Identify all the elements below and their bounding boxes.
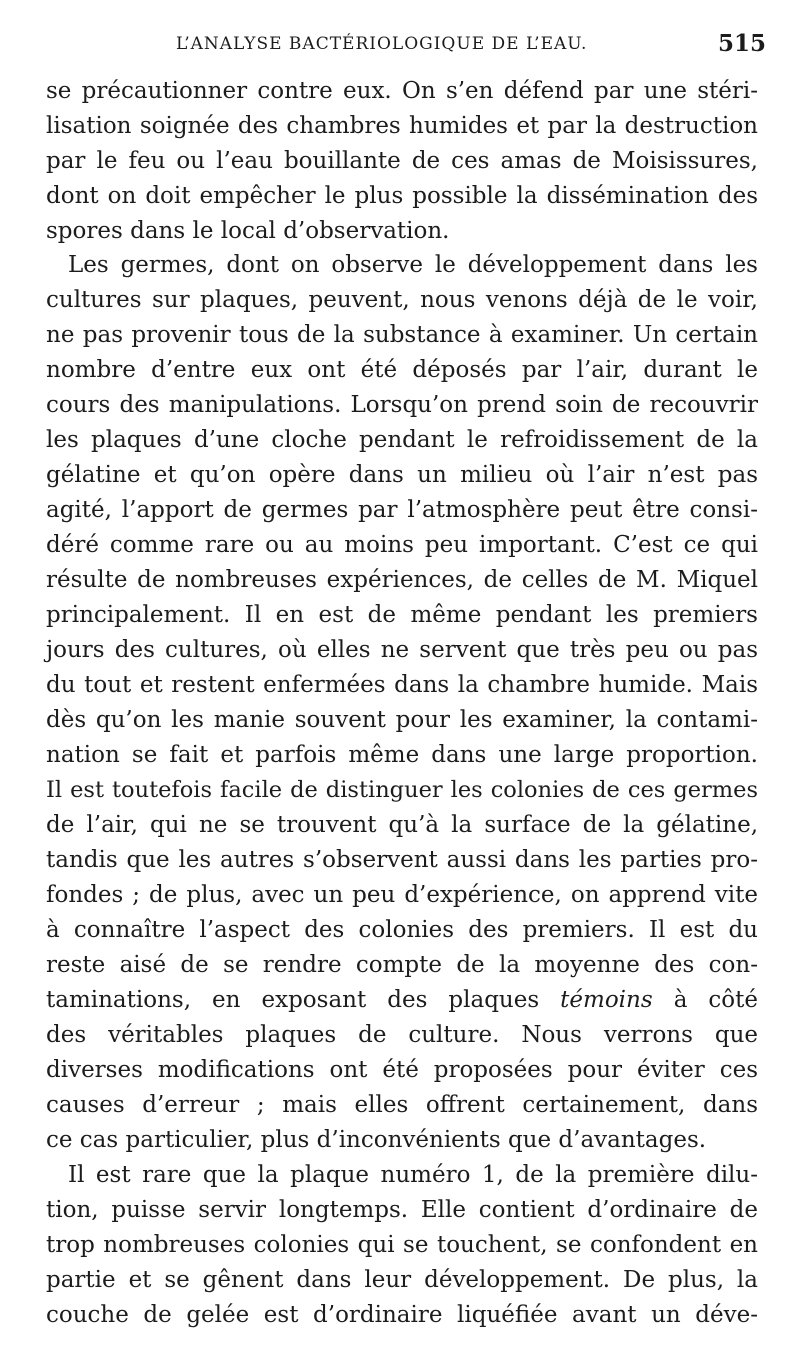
text-line: nation se fait et parfois même dans une large proportion.: [46, 742, 758, 768]
text-line: [46, 983, 758, 1018]
text-line: cultures sur plaques, peuvent, nous venons déjà de le voir,: [46, 287, 758, 313]
text-line: Il est toutefois facile de distinguer les colonies de ces germes: [46, 777, 758, 803]
text-line: Les germes, dont on observe le développement dans les: [68, 252, 758, 278]
text-line: de l’air, qui ne se trouvent qu’à la surface de la gélatine,: [46, 812, 758, 838]
text-line: se précautionner contre eux. On s’en défend par une stéri-: [46, 78, 758, 104]
running-title: L’ANALYSE BACTÉRIOLOGIQUE DE L’EAU.: [176, 34, 588, 54]
text-line: par le feu ou l’eau bouillante de ces amas de Moisissures,: [46, 148, 758, 174]
text-line: résulte de nombreuses expériences, de celles de M. Miquel: [46, 567, 758, 593]
text-line: à connaître l’aspect des colonies des premiers. Il est du: [46, 917, 758, 943]
text-line: ne pas provenir tous de la substance à examiner. Un certain: [46, 322, 758, 348]
text-line: nombre d’entre eux ont été déposés par l’air, durant le: [46, 357, 758, 383]
text-line: couche de gelée est d’ordinaire liquéfiée avant un déve-: [46, 1302, 758, 1328]
text-line: déré comme rare ou au moins peu important. C’est ce qui: [46, 532, 758, 558]
text-line: partie et se gênent dans leur développement. De plus, la: [46, 1267, 758, 1293]
text-line: reste aisé de se rendre compte de la moyenne des con-: [46, 952, 758, 978]
text-segment: à côté: [673, 987, 759, 1013]
text-line: agité, l’apport de germes par l’atmosphère peut être consi-: [46, 497, 758, 523]
text-line: ce cas particulier, plus d’inconvénients que d’avantages.: [46, 1127, 707, 1153]
text-line: cours des manipulations. Lorsqu’on prend soin de recouvrir: [46, 392, 758, 418]
page-number: 515: [717, 30, 766, 57]
italic-word: témoins: [560, 987, 653, 1013]
text-segment: taminations, en exposant des plaques: [46, 987, 540, 1013]
text-line: tion, puisse servir longtemps. Elle contient d’ordinaire de: [46, 1197, 758, 1223]
text-line: dès qu’on les manie souvent pour les examiner, la contami-: [46, 707, 758, 733]
text-line: Il est rare que la plaque numéro 1, de la première dilu-: [68, 1162, 758, 1188]
text-line: trop nombreuses colonies qui se touchent, se confondent en: [46, 1232, 758, 1258]
text-line: lisation soignée des chambres humides et par la destruction: [46, 113, 758, 139]
text-line: jours des cultures, où elles ne servent que très peu ou pas: [46, 637, 758, 663]
text-line: principalement. Il en est de même pendant les premiers: [46, 602, 758, 628]
text-line: du tout et restent enfermées dans la chambre humide. Mais: [46, 672, 758, 698]
text-line: tandis que les autres s’observent aussi dans les parties pro-: [46, 847, 758, 873]
text-line: spores dans le local d’observation.: [46, 218, 450, 244]
text-line: gélatine et qu’on opère dans un milieu où l’air n’est pas: [46, 462, 758, 488]
text-line: diverses modifications ont été proposées pour éviter ces: [46, 1057, 758, 1083]
text-line: les plaques d’une cloche pendant le refroidissement de la: [46, 427, 758, 453]
text-line: des véritables plaques de culture. Nous verrons que: [46, 1022, 758, 1048]
text-line: fondes ; de plus, avec un peu d’expérience, on apprend vite: [46, 882, 758, 908]
text-line: dont on doit empêcher le plus possible la dissémination des: [46, 183, 758, 209]
text-line: causes d’erreur ; mais elles offrent certainement, dans: [46, 1092, 758, 1118]
